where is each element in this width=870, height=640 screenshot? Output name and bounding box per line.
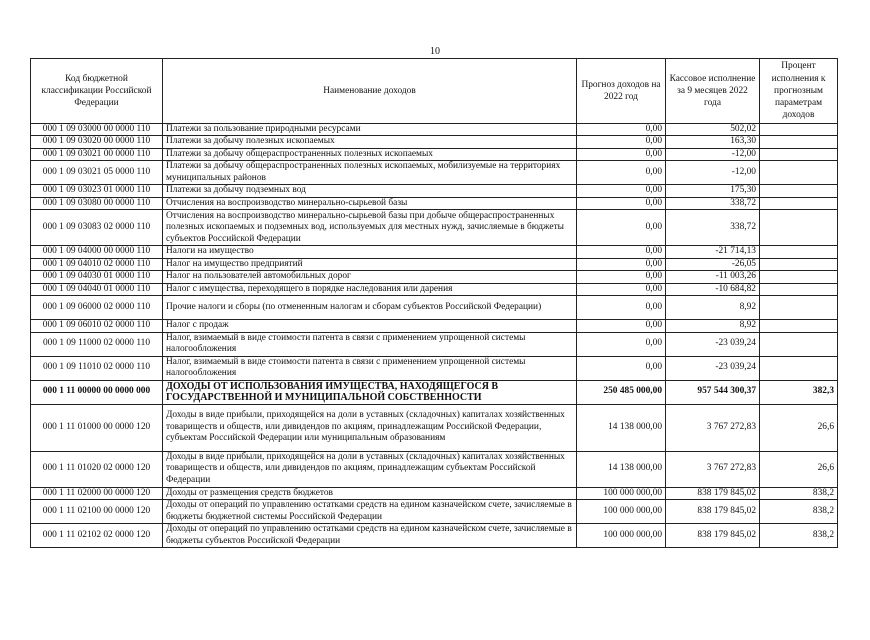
cell-name: Платежи за добычу общераспространенных полезных ископаемых: [163, 148, 577, 160]
page-number: 10: [430, 46, 440, 57]
table-row: [31, 271, 838, 283]
cell-code: 000 1 11 01000 00 0000 120: [31, 404, 163, 451]
cell-percent: [760, 185, 838, 197]
cell-name: Налог, взимаемый в виде стоимости патента в связи с применением упрощенной системы налогообложения: [163, 356, 577, 380]
cell-name: Отчисления на воспроизводство минерально-сырьевой базы: [163, 197, 577, 209]
cell-executed: -12,00: [666, 161, 760, 185]
cell-name: Платежи за добычу общераспространенных полезных ископаемых, мобилизуемые на территориях муниципальных районов: [163, 161, 577, 185]
cell-executed: 8,92: [666, 320, 760, 332]
table-row: [31, 283, 838, 295]
cell-executed: -23 039,24: [666, 332, 760, 356]
cell-percent: [760, 124, 838, 136]
table-row: [31, 524, 838, 548]
cell-name: Платежи за пользование природными ресурсами: [163, 124, 577, 136]
cell-name: Доходы от операций по управлению остатками средств на едином казначейском счете, зачисляемые в бюджеты субъектов Российской Федерации: [163, 524, 577, 548]
cell-forecast: 0,00: [577, 332, 666, 356]
table-row: [31, 210, 838, 246]
cell-percent: [760, 283, 838, 295]
cell-percent: [760, 296, 838, 320]
cell-code: 000 1 09 03080 00 0000 110: [31, 197, 163, 209]
cell-name: Отчисления на воспроизводство минерально-сырьевой базы при добыче общераспространенных полезных ископаемых и подземных вод, используемых для местных нужд, зачисляемые в бюджеты субъектов Российской Федерации: [163, 210, 577, 246]
cell-forecast: 0,00: [577, 296, 666, 320]
cell-percent: [760, 271, 838, 283]
cell-forecast: 0,00: [577, 210, 666, 246]
cell-name: Прочие налоги и сборы (по отмененным налогам и сборам субъектов Российской Федерации): [163, 296, 577, 320]
cell-code: 000 1 11 00000 00 0000 000: [31, 380, 163, 404]
cell-forecast: 14 138 000,00: [577, 451, 666, 487]
cell-forecast: 14 138 000,00: [577, 404, 666, 451]
cell-name: Налоги на имущество: [163, 246, 577, 258]
table-row: [31, 124, 838, 136]
cell-name: ДОХОДЫ ОТ ИСПОЛЬЗОВАНИЯ ИМУЩЕСТВА, НАХОДЯЩЕГОСЯ В ГОСУДАРСТВЕННОЙ И МУНИЦИПАЛЬНОЙ СОБСТВЕННОСТИ: [163, 380, 577, 404]
table-row: [31, 246, 838, 258]
cell-name: Доходы от размещения средств бюджетов: [163, 487, 577, 499]
cell-executed: 838 179 845,02: [666, 500, 760, 524]
cell-percent: [760, 161, 838, 185]
cell-forecast: 0,00: [577, 124, 666, 136]
cell-code: 000 1 09 04000 00 0000 110: [31, 246, 163, 258]
cell-percent: 838,2: [760, 500, 838, 524]
cell-name: Платежи за добычу полезных ископаемых: [163, 136, 577, 148]
cell-executed: 8,92: [666, 296, 760, 320]
cell-code: 000 1 09 11010 02 0000 110: [31, 356, 163, 380]
cell-executed: 3 767 272,83: [666, 404, 760, 451]
cell-name: Налог на пользователей автомобильных дорог: [163, 271, 577, 283]
cell-forecast: 100 000 000,00: [577, 524, 666, 548]
table-row: [31, 197, 838, 209]
cell-percent: [760, 356, 838, 380]
cell-forecast: 0,00: [577, 148, 666, 160]
header-name: Наименование доходов: [163, 59, 577, 124]
cell-forecast: 250 485 000,00: [577, 380, 666, 404]
cell-name: Доходы в виде прибыли, приходящейся на доли в уставных (складочных) капиталах хозяйственных товариществ и обществ, или дивидендов по акциям, принадлежащим Российской Федерации, субъектам Российской Федерации или муниципальным образованиям: [163, 404, 577, 451]
cell-forecast: 0,00: [577, 246, 666, 258]
table-row: [31, 320, 838, 332]
cell-executed: 838 179 845,02: [666, 487, 760, 499]
cell-executed: -23 039,24: [666, 356, 760, 380]
table-row: [31, 185, 838, 197]
cell-executed: 163,30: [666, 136, 760, 148]
cell-executed: -21 714,13: [666, 246, 760, 258]
cell-executed: 3 767 272,83: [666, 451, 760, 487]
cell-code: 000 1 09 03021 00 0000 110: [31, 148, 163, 160]
cell-code: 000 1 09 06010 02 0000 110: [31, 320, 163, 332]
cell-executed: 338,72: [666, 210, 760, 246]
table-row: [31, 487, 838, 499]
header-percent: Процент исполнения к прогнозным параметрам доходов: [760, 59, 838, 124]
cell-percent: [760, 258, 838, 270]
header-executed: Кассовое исполнение за 9 месяцев 2022 года: [666, 59, 760, 124]
cell-code: 000 1 11 02100 00 0000 120: [31, 500, 163, 524]
table-row: [31, 136, 838, 148]
header-code: Код бюджетной классификации Российской Федерации: [31, 59, 163, 124]
table-row: [31, 161, 838, 185]
table-row: [31, 451, 838, 487]
cell-executed: -12,00: [666, 148, 760, 160]
cell-forecast: 0,00: [577, 258, 666, 270]
cell-percent: 838,2: [760, 524, 838, 548]
cell-name: Налог с продаж: [163, 320, 577, 332]
cell-code: 000 1 09 04010 02 0000 110: [31, 258, 163, 270]
cell-code: 000 1 09 04030 01 0000 110: [31, 271, 163, 283]
cell-percent: 26,6: [760, 404, 838, 451]
cell-code: 000 1 09 03000 00 0000 110: [31, 124, 163, 136]
cell-percent: [760, 136, 838, 148]
cell-percent: [760, 210, 838, 246]
table-row: [31, 356, 838, 380]
cell-code: 000 1 09 03083 02 0000 110: [31, 210, 163, 246]
cell-executed: 957 544 300,37: [666, 380, 760, 404]
header-forecast: Прогноз доходов на 2022 год: [577, 59, 666, 124]
cell-percent: [760, 148, 838, 160]
cell-percent: [760, 246, 838, 258]
cell-forecast: 0,00: [577, 161, 666, 185]
revenue-table: [30, 58, 838, 548]
cell-forecast: 0,00: [577, 136, 666, 148]
cell-forecast: 0,00: [577, 197, 666, 209]
cell-code: 000 1 09 03021 05 0000 110: [31, 161, 163, 185]
table-header-row: [31, 59, 838, 124]
cell-code: 000 1 09 11000 02 0000 110: [31, 332, 163, 356]
table-row: [31, 332, 838, 356]
cell-name: Налог, взимаемый в виде стоимости патента в связи с применением упрощенной системы налогообложения: [163, 332, 577, 356]
cell-executed: 838 179 845,02: [666, 524, 760, 548]
cell-executed: -11 003,26: [666, 271, 760, 283]
cell-forecast: 100 000 000,00: [577, 487, 666, 499]
cell-name: Доходы от операций по управлению остатками средств на едином казначейском счете, зачисляемые в бюджеты бюджетной системы Российской Федерации: [163, 500, 577, 524]
cell-percent: [760, 320, 838, 332]
cell-forecast: 0,00: [577, 320, 666, 332]
cell-code: 000 1 09 03023 01 0000 110: [31, 185, 163, 197]
cell-name: Платежи за добычу подземных вод: [163, 185, 577, 197]
cell-forecast: 0,00: [577, 283, 666, 295]
cell-percent: 26,6: [760, 451, 838, 487]
table-row: [31, 404, 838, 451]
cell-name: Налог на имущество предприятий: [163, 258, 577, 270]
cell-percent: [760, 197, 838, 209]
table-row-section: [31, 380, 838, 404]
cell-forecast: 100 000 000,00: [577, 500, 666, 524]
cell-executed: -26,05: [666, 258, 760, 270]
cell-code: 000 1 09 06000 02 0000 110: [31, 296, 163, 320]
cell-code: 000 1 09 04040 01 0000 110: [31, 283, 163, 295]
cell-executed: 338,72: [666, 197, 760, 209]
cell-code: 000 1 11 02102 02 0000 120: [31, 524, 163, 548]
table-row: [31, 258, 838, 270]
cell-percent: 838,2: [760, 487, 838, 499]
cell-code: 000 1 11 02000 00 0000 120: [31, 487, 163, 499]
cell-percent: 382,3: [760, 380, 838, 404]
cell-code: 000 1 09 03020 00 0000 110: [31, 136, 163, 148]
table-row: [31, 500, 838, 524]
table-row: [31, 296, 838, 320]
cell-forecast: 0,00: [577, 356, 666, 380]
cell-percent: [760, 332, 838, 356]
cell-code: 000 1 11 01020 02 0000 120: [31, 451, 163, 487]
cell-executed: 502,02: [666, 124, 760, 136]
cell-name: Налог с имущества, переходящего в порядке наследования или дарения: [163, 283, 577, 295]
cell-executed: -10 684,82: [666, 283, 760, 295]
cell-name: Доходы в виде прибыли, приходящейся на доли в уставных (складочных) капиталах хозяйственных товариществ и обществ, или дивидендов по акциям, принадлежащим субъектам Российской Федерации: [163, 451, 577, 487]
cell-forecast: 0,00: [577, 185, 666, 197]
table-row: [31, 148, 838, 160]
cell-forecast: 0,00: [577, 271, 666, 283]
cell-executed: 175,30: [666, 185, 760, 197]
